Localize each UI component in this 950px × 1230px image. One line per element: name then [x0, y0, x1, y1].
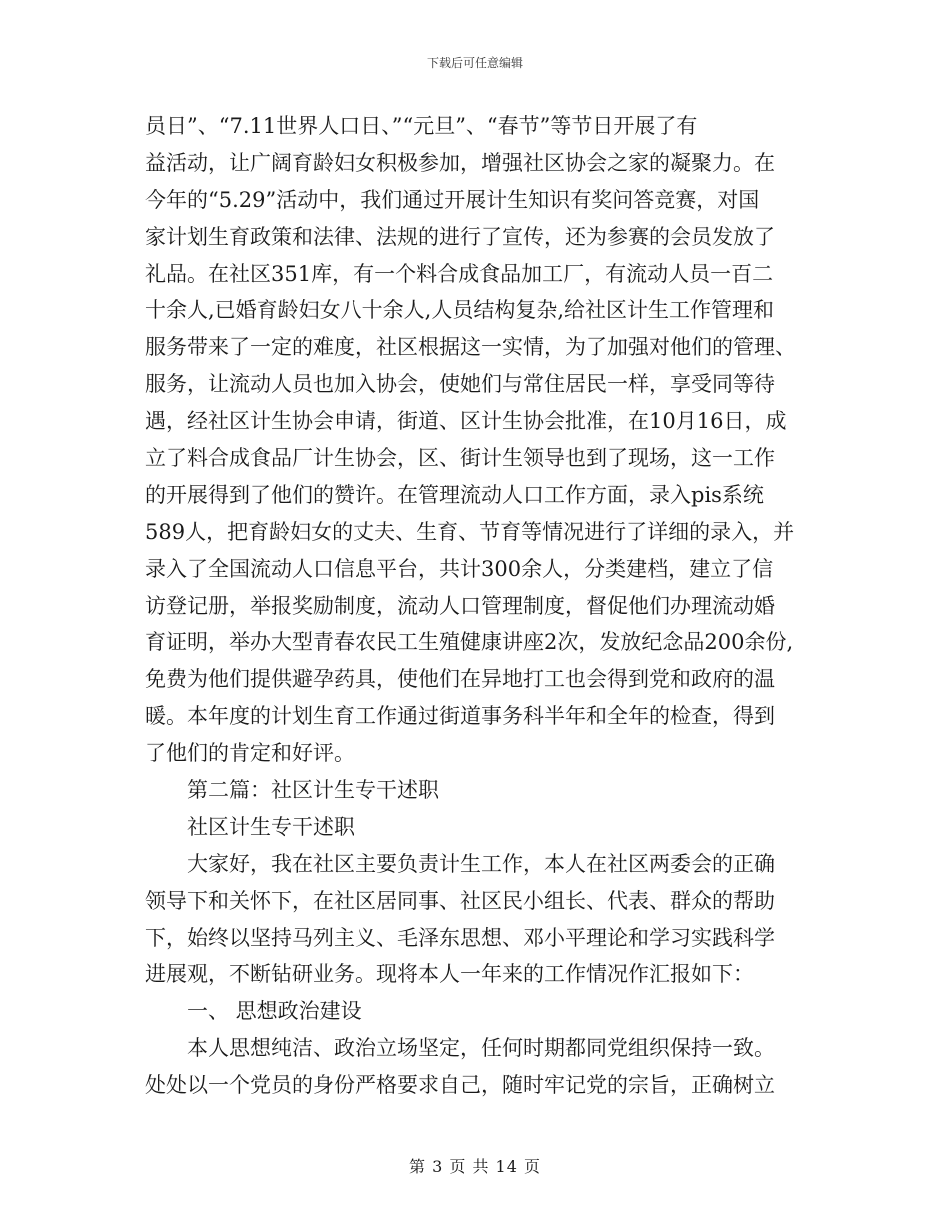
text-line: 服务带来了一定的难度，社区根据这一实情，为了加强对他们的管理、 — [145, 335, 796, 360]
text-line: 十余人,已婚育龄妇女八十余人,人员结构复杂,给社区计生工作管理和 — [145, 298, 775, 323]
document-body — [145, 108, 825, 1104]
text-line: 遇，经社区计生协会申请，街道、区计生协会批准，在10月16日，成 — [145, 409, 787, 434]
text-line: 员日”、“7.11世界人口日、”“元旦”、“春节”等节日开展了有 — [145, 114, 698, 138]
paragraph-start: 大家好，我在社区主要负责计生工作，本人在社区两委会的正确 — [187, 851, 775, 876]
text-line: 处处以一个党员的身份严格要求自己，随时牢记党的宗旨，正确树立 — [145, 1073, 775, 1098]
page-number: 第 3 页 共 14 页 — [409, 1157, 541, 1176]
text-line: 立了料合成食品厂计生协会，区、街计生领导也到了现场，这一工作 — [145, 446, 775, 471]
text-line: 访登记册，举报奖励制度，流动人口管理制度，督促他们办理流动婚 — [145, 593, 775, 618]
text-line: 的开展得到了他们的赞许。在管理流动人口工作方面，录入pis系统 — [145, 482, 764, 507]
article-title: 社区计生专干述职 — [187, 814, 355, 839]
text-line: 免费为他们提供避孕药具，使他们在异地打工也会得到党和政府的温 — [145, 667, 775, 692]
section-heading: 第二篇：社区计生专干述职 — [187, 778, 439, 803]
text-line: 育证明，举办大型青春农民工生殖健康讲座2次，发放纪念品200余份, — [145, 630, 794, 655]
text-line: 589人，把育龄妇女的丈夫、生育、节育等情况进行了详细的录入，并 — [145, 519, 795, 544]
text-line: 服务，让流动人员也加入协会，使她们与常住居民一样，享受同等待 — [145, 372, 775, 397]
text-line: 进展观，不断钻研业务。现将本人一年来的工作情况作汇报如下： — [145, 962, 754, 987]
subsection-heading: 一、 思想政治建设 — [187, 999, 362, 1024]
text-line: 家计划生育政策和法律、法规的进行了宣传，还为参赛的会员发放了 — [145, 224, 775, 249]
text-line: 暖。本年度的计划生育工作通过街道事务科半年和全年的检查，得到 — [145, 704, 775, 729]
paragraph-start: 本人思想纯洁、政治立场坚定，任何时期都同党组织保持一致。 — [187, 1036, 775, 1061]
text-line: 录入了全国流动人口信息平台，共计300余人，分类建档，建立了信 — [145, 556, 774, 581]
text-line: 下，始终以坚持马列主义、毛泽东思想、邓小平理论和学习实践科学 — [145, 925, 775, 950]
text-line: 今年的“5.29”活动中，我们通过开展计生知识有奖问答竞赛，对国 — [145, 187, 760, 212]
text-line: 礼品。在社区351库，有一个料合成食品加工厂，有流动人员一百二 — [145, 261, 774, 286]
text-line: 益活动，让广阔育龄妇女积极参加，增强社区协会之家的凝聚力。在 — [145, 150, 775, 175]
text-line: 了他们的肯定和好评。 — [145, 741, 355, 766]
text-line: 领导下和关怀下，在社区居同事、社区民小组长、代表、群众的帮助 — [145, 888, 775, 913]
page-header: 下载后可任意编辑 — [426, 56, 523, 70]
